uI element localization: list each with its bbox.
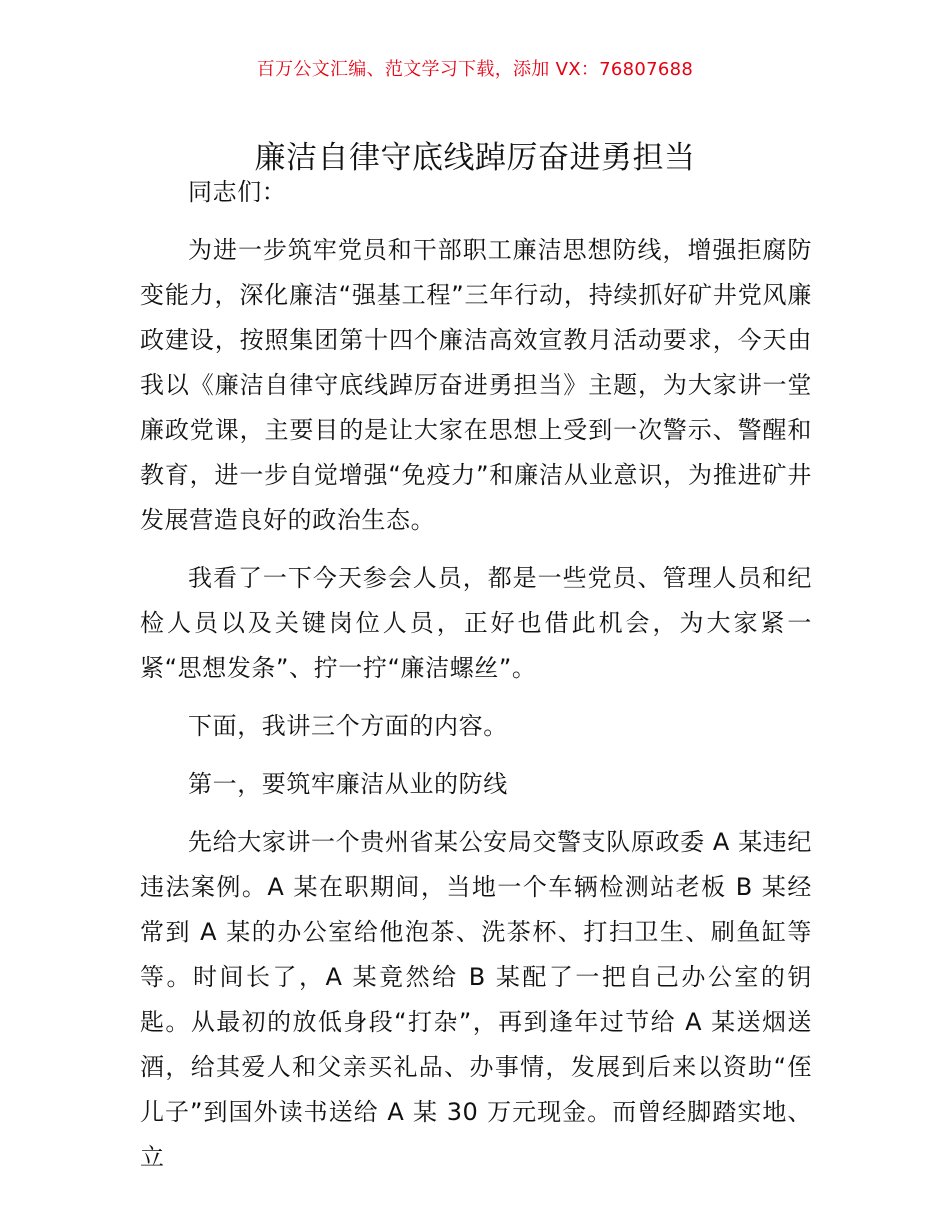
document-body xyxy=(140,170,812,1193)
intro-paragraph: 为进一步筑牢党员和干部职工廉洁思想防线，增强拒腐防变能力，深化廉洁“强基工程”三年行动，持续抓好矿井党风廉政建设，按照集团第十四个廉洁高效宣教月活动要求，今天由我以《廉洁自律守底线踔厉奋进勇担当》主题，为大家讲一堂廉政党课，主要目的是让大家在思想上受到一次警示、警醒和教育，进一步自觉增强“免疫力”和廉洁从业意识，为推进矿井发展营造良好的政治生态。 xyxy=(140,236,812,534)
section-heading-1: 第一，要筑牢廉洁从业的防线 xyxy=(188,770,508,798)
salutation-paragraph: 同志们： xyxy=(188,178,287,206)
outline-paragraph: 下面，我讲三个方面的内容。 xyxy=(188,712,508,740)
header-promo-note: 百万公文汇编、范文学习下载，添加 VX：76807688 xyxy=(256,59,694,80)
case-paragraph: 先给大家讲一个贵州省某公安局交警支队原政委 A 某违纪违法案例。A 某在职期间，当地一个车辆检测站老板 B 某经常到 A 某的办公室给他泡茶、洗茶杯、打扫卫生、刷鱼缸等等。时间长了，A 某竟然给 B 某配了一把自己办公室的钥匙。从最初的放低身段“打杂”，再到逢年过节给 A 某送烟送酒，给其爱人和父亲买礼品、办事情，发展到后来以资助“侄儿子”到国外读书送给 A 某 30 万元现金。而曾经脚踏实地、立 xyxy=(140,828,812,1171)
audience-paragraph: 我看了一下今天参会人员，都是一些党员、管理人员和纪检人员以及关键岗位人员，正好也借此机会，为大家紧一紧“思想发条”、拧一拧“廉洁螺丝”。 xyxy=(140,564,812,682)
document-title: 廉洁自律守底线踔厉奋进勇担当 xyxy=(254,139,696,176)
